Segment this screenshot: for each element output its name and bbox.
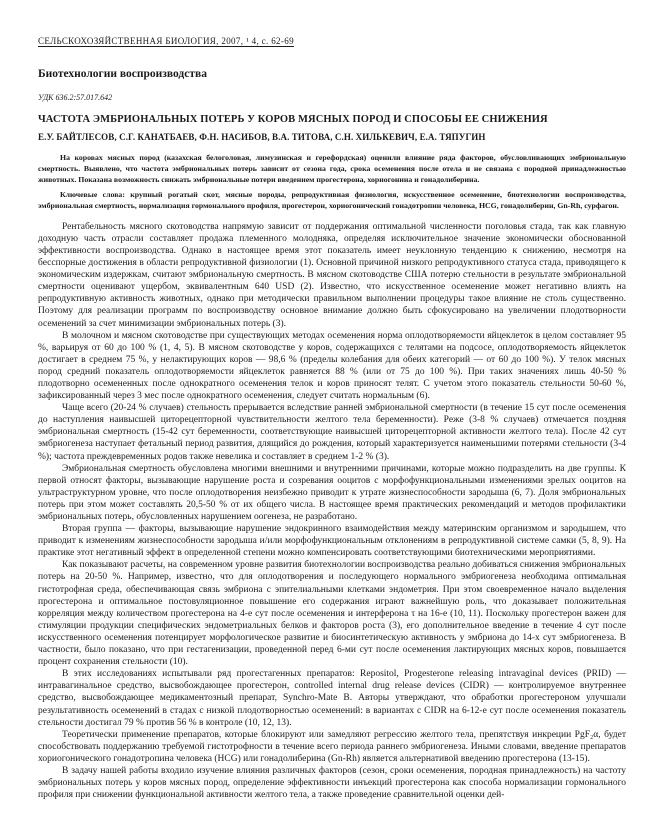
journal-header: СЕЛЬСКОХОЗЯЙСТВЕННАЯ БИОЛОГИЯ, 2007, ¹ 4, с. 62-69: [38, 36, 294, 46]
body-paragraph: Как показывают расчеты, на современном уровне развития биотехнологии воспроизводства реально добиваться снижения эмбриональных потерь на 20-50 %. Например, известно, что для оплодотворения и последующего нормального эмбриогенеза необходима оптимальная гистотрофная среда, обеспечивающая связь эмбриона с эпителиальными клетками эндометрия. При этом своевременное начало выделения прогестерона и оптимальное постовуляционное повышение его содержания играют важнейшую роль, что доказывает положительная корреляция между количеством прогестерона на 4-е сут после осеменения и интерферона τ на 16-е (10, 11). Поскольку прогестерон важен для стимуляции продукции специфических эндометриальных белков и факторов роста (3), его дополнительное введение в течение 4 сут после искусственного осеменения потенцирует морфологическое развитие и биосинтетическую активность у эмбриона до 14-х сут эмбриогенеза. В частности, было показано, что при гестагенизации, проведенной перед 6-ми сут после осеменения лактирующих мясных коров, повышается процент сохранения стельности (10).: [38, 560, 626, 668]
article-body: [38, 221, 626, 802]
body-paragraph: Чаще всего (20-24 % случаев) стельность прерывается вследствие ранней эмбриональной смертности (в течение 15 сут после осеменения до наступления наивысшей циторецепторной чувствительности желтого тела беременности). Реже (3-8 % случаев) отмечается поздняя эмбриональная смертность (15-42 сут беременности, соответствующие наивысшей циторецепторной активности желтого тела). После 42 сут эмбриогенеза наступает фетальный период развития, длящийся до рождения, который характеризуется наименьшими потерями стельности (3-4 %); частота преждевременных родов также невелика и составляет в среднем 1-2 % (3).: [38, 403, 626, 462]
abstract-text: На коровах мясных пород (казахская белоголовая, лимузинская и герефордская) оценили влияние ряда факторов, обусловливающих эмбриональную смертность. Выявлено, что частота эмбриональных потерь зависит от сезона года, срока осеменения после отела и не связана с породной принадлежностью животных. Показана возможность снижать эмбриональные потери введением прогестерона, хориогонина и гонадолиберина.: [38, 153, 626, 184]
body-paragraph: Теоретически применение препаратов, которые блокируют или замедляют регрессию желтого тела, препятствуя инкреции PgF₂α, будет способствовать поддержанию требуемой гистотрофности в течение всего периода раннего эмбриогенеза. Иными словами, введение препаратов хориогонического гонадотропина человека (HCG) или гонадолиберина (Gn-Rh) является альтернативой введению прогестерона (13-15).: [38, 729, 626, 764]
section-heading: Биотехнологии воспроизводства: [38, 68, 207, 80]
body-paragraph: В этих исследованиях испытывали ряд прогестагенных препаратов: Repositol, Progesterone releasing intravaginal devices (PRID) — интравагинальное средство, высвобождающее прогестерон, controlled internal drug release devices (CIDR) — контролируемое внутреннее средство, высвобождающее медикаментозный препарат, Synchro-Mate B. Авторы утверждают, что обработки прогестероном улучшали результативность осеменений в стадах с низкой плодотворностью осеменений: в вариантах с CIDR на 6-12-е сут после осеменения показатель стельности достигал 79 % против 56 % в контроле (10, 12, 13).: [38, 669, 626, 728]
body-paragraph: В молочном и мясном скотоводстве при существующих методах осеменения норма оплодотворяемости яйцеклеток в целом составляет 95 %, варьируя от 60 до 100 % (1, 4, 5). В мясном скотоводстве у коров, содержащихся с телятами на подсосе, оплодотворяемость яйцеклеток достигает в среднем 75 %, у нелактирующих коров — 98,6 % (пределы колебания для обеих категорий — от 60 до 100 %). У телок мясных пород средний показатель оплодотворяемости яйцеклеток равняется 88 % (или от 75 до 100 %). При таких значениях лишь 40-50 % плодотворно осемененных после однократного осеменения телок и коров приносят телят. С учетом этого показатель стельности 50-60 %, зафиксированный через 3 мес после однократного осеменения, следует считать нормальным (6).: [38, 330, 626, 402]
body-paragraph: Рентабельность мясного скотоводства напрямую зависит от поддержания оптимальной численности поголовья стада, так как главную доходную часть отрасли составляет продажа племенного молодняка, определяя исключительное значение экономически обоснованной эффективности воспроизводства. Однако в настоящее время этот показатель имеет неуклонную тенденцию к снижению, несмотря на бесспорные достижения в области репродуктивной физиологии (1). Основной причиной низкого репродуктивного статуса стада, приводящего к экономическим издержкам, считают эмбриональную смертность. В мясном скотоводстве США потерю стельности в результате эмбриональной смертности оценивают ущербом, эквивалентным 640 USD (2). Известно, что искусственное осеменение может негативно влиять на репродуктивную активность животных, однако при методически правильном выполнении процедуры такое влияние не столь существенно. Поэтому для реализации программ по воспроизводству основное внимание должно быть сфокусировано на увеличении плодотворности осеменений за счет минимизации эмбриональных потерь (3).: [38, 221, 626, 329]
article-title: ЧАСТОТА ЭМБРИОНАЛЬНЫХ ПОТЕРЬ У КОРОВ МЯСНЫХ ПОРОД И СПОСОБЫ ЕЕ СНИЖЕНИЯ: [38, 114, 548, 125]
body-paragraph: Эмбриональная смертность обусловлена многими внешними и внутренними причинами, которые можно подразделить на две группы. К первой относят факторы, вызывающие нарушение роста и созревания ооцитов с морфофункциональными изменениями зрелых ооцитов на ультраструктурном уровне, что после оплодотворения неизбежно приводит к утрате жизнеспособности зародыша (6, 7). Доля эмбриональных потерь при этом может составлять 20,5-50 % от их общего числа. В настоящее время практических рекомендаций и методов профилактики эмбриональных потерь, обусловленных нарушением оогенеза, не разработано.: [38, 463, 626, 522]
body-paragraph: Вторая группа — факторы, вызывающие нарушение эндокринного взаимодействия между материнским организмом и зародышем, что приводит к изменениям жизнеспособности зародыша и/или морфофункциональным отклонениям в репродуктивной системе самки (5, 8, 9). На практике этот негативный эффект в определенной степени можно компенсировать соответствующими биотехническими мероприятиями.: [38, 524, 626, 559]
keywords-text: Ключевые слова: крупный рогатый скот, мясные породы, репродуктивная физиология, искусственное осеменение, биотехнологии воспроизводства, эмбриональная смертность, нормализация гормонального профиля, прогестерон, хориогонический гонадотропин человека, HCG, гонадолиберин, Gn-Rh, сурфагон.: [38, 190, 626, 210]
authors-line: Е.У. БАЙТЛЕСОВ, С.Г. КАНАТБАЕВ, Ф.Н. НАСИБОВ, В.А. ТИТОВА, С.Н. ХИЛЬКЕВИЧ, Е.А. ТЯПУГИН: [38, 132, 486, 142]
body-paragraph: В задачу нашей работы входило изучение влияния различных факторов (сезон, сроки осеменения, породная принадлежность) на частоту эмбриональных потерь у коров мясных пород, определение эффективности инъекций прогестерона как способа нормализации гормонального профиля при снижении функциональной активности желтого тела, а также проведение сравнительной оценки дей-: [38, 765, 626, 801]
udc-number: УДК 636.2:57.017.642: [38, 93, 113, 102]
